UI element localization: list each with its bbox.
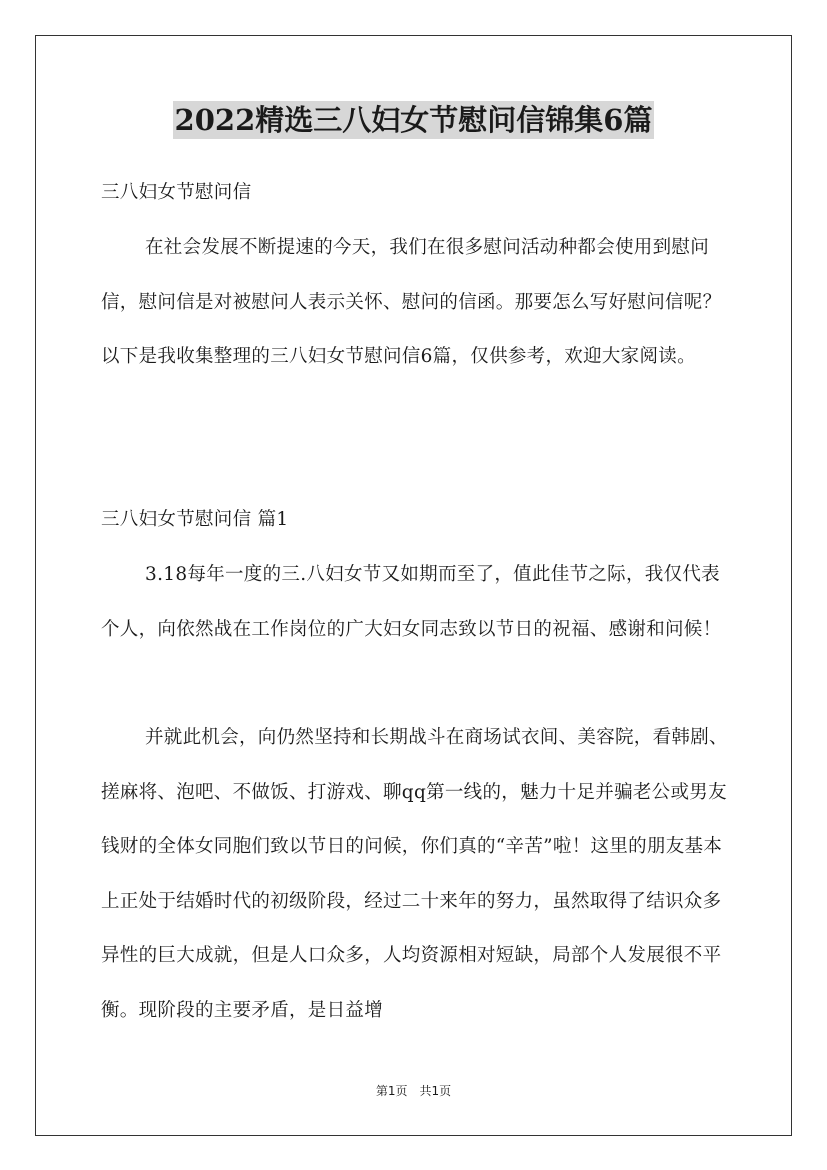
letter-paragraph-2: 并就此机会，向仍然坚持和长期战斗在商场试衣间、美容院，看韩剧、搓麻将、泡吧、不做饭、打游戏、聊qq第一线的，魅力十足并骗老公或男友钱财的全体女同胞们致以节日的问候，你们真的“辛苦”啦！这里的朋友基本上正处于结婚时代的初级阶段，经过二十来年的努力，虽然取得了结识众多异性的巨大成就，但是人口众多，人均资源相对短缺，局部个人发展很不平衡。现阶段的主要矛盾，是日益增 (101, 727, 728, 1021)
letter-paragraph-1: 3.18每年一度的三.八妇女节又如期而至了，值此佳节之际，我仅代表个人，向依然战在工作岗位的广大妇女同志致以节日的祝福、感谢和问候！ (101, 564, 722, 640)
section-heading: 三八妇女节慰问信 (101, 182, 252, 203)
letter-heading: 三八妇女节慰问信 篇1 (101, 509, 289, 530)
document-title (0, 100, 827, 140)
document-title-text: 2022精选三八妇女节慰问信锦集6篇 (174, 103, 653, 137)
intro-paragraph: 在社会发展不断提速的今天，我们在很多慰问活动种都会使用到慰问信，慰问信是对被慰问人表示关怀、慰问的信函。那要怎么写好慰问信呢？以下是我收集整理的三八妇女节慰问信6篇，仅供参考，欢迎大家阅读。 (101, 237, 722, 367)
page-footer: 第1页 共1页 (375, 1084, 452, 1098)
